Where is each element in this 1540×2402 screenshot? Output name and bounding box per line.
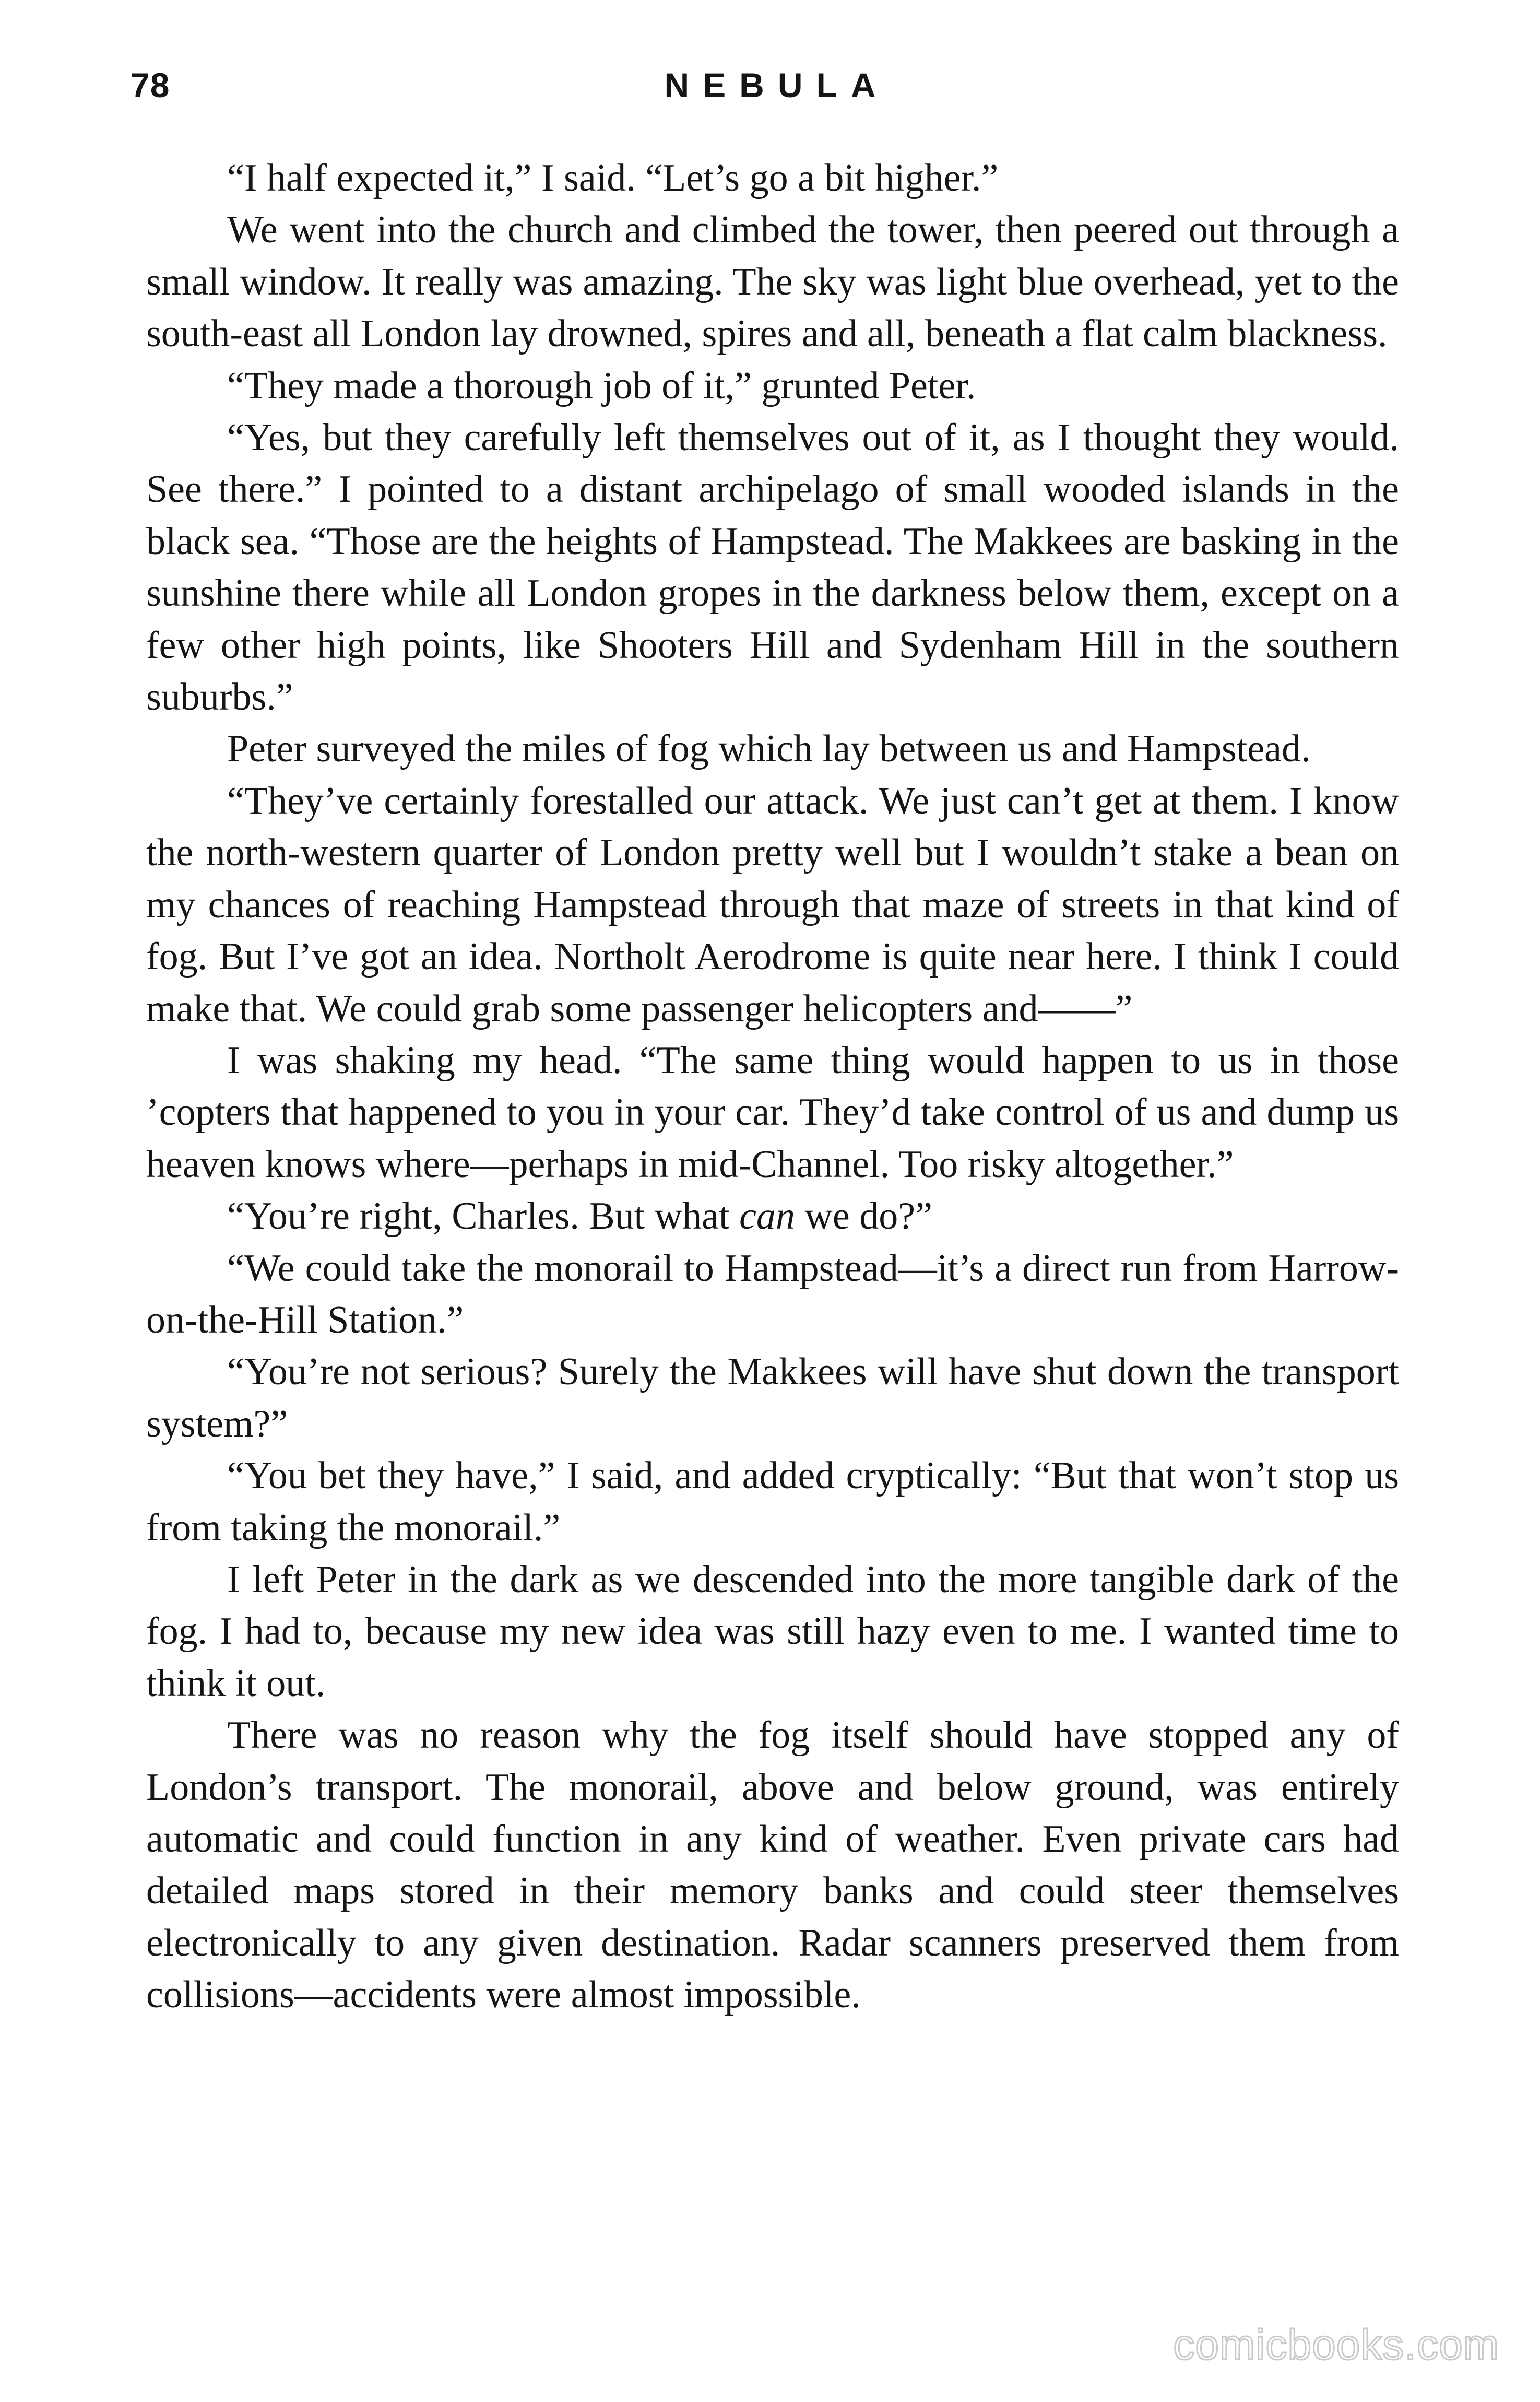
paragraph: We went into the church and climbed the tower, then peered out through a small window. It really was amazing. The sky was light blue overhead, yet to the south-east all London lay drowned, spires and all, beneath a flat calm blackness. bbox=[146, 208, 1399, 356]
paragraph: “You’re not serious? Surely the Makkees will have shut down the transport system?” bbox=[146, 1350, 1399, 1445]
page-number: 78 bbox=[131, 66, 170, 104]
paragraph: “They’ve certainly forestalled our attack. We just can’t get at them. I know the north-western quarter of London pretty well but I wouldn’t stake a bean on my chances of reaching Hampstead through that maze of streets in that kind of fog. But I’ve got an idea. Northolt Aerodrome is quite near here. I think I could make that. We could grab some passenger helicopters and——” bbox=[146, 779, 1399, 1030]
emphasized-word: can bbox=[739, 1195, 795, 1238]
body-text bbox=[146, 152, 1399, 2021]
paragraph: Peter surveyed the miles of fog which lay between us and Hampstead. bbox=[227, 727, 1311, 771]
paragraph: “I half expected it,” I said. “Let’s go a bit higher.” bbox=[227, 157, 999, 199]
running-title: NEBULA bbox=[664, 66, 890, 104]
paragraph: I was shaking my head. “The same thing would happen to us in those ’copters that happened to you in your car. They’d take control of us and dump us heaven knows where—perhaps in mid-Channel. Too risky altogether.” bbox=[146, 1039, 1399, 1186]
page-header bbox=[131, 50, 1409, 128]
paragraph: “We could take the monorail to Hampstead—it’s a direct run from Harrow-on-the-Hill Station.” bbox=[146, 1246, 1399, 1341]
paragraph bbox=[146, 1191, 1399, 1242]
paragraph: “They made a thorough job of it,” grunted Peter. bbox=[227, 364, 976, 407]
paragraph: “Yes, but they carefully left themselves out of it, as I thought they would. See there.” I pointed to a distant archipelago of small wooded islands in the black sea. “Those are the heights of Hampstead. The Makkees are basking in the sunshine there while all London gropes in the darkness below them, except on a few other high points, like Shooters Hill and Sydenham Hill in the southern suburbs.” bbox=[146, 416, 1399, 719]
paragraph: “You bet they have,” I said, and added cryptically: “But that won’t stop us from taking the monorail.” bbox=[146, 1454, 1399, 1549]
paragraph: There was no reason why the fog itself should have stopped any of London’s transport. The monorail, above and below ground, was entirely automatic and could function in any kind of weather. Even private cars had detailed maps stored in their memory banks and could steer themselves electronically to any given destination. Radar scanners preserved them from collisions—accidents were almost impossible. bbox=[146, 1714, 1399, 2017]
paragraph-text: “You’re right, Charles. But what bbox=[227, 1195, 740, 1238]
paragraph-text: we do?” bbox=[795, 1195, 932, 1238]
site-watermark: comicbooks.com bbox=[1173, 2321, 1499, 2369]
paragraph: I left Peter in the dark as we descended into the more tangible dark of the fog. I had to, because my new idea was still hazy even to me. I wanted time to think it out. bbox=[146, 1558, 1399, 1705]
